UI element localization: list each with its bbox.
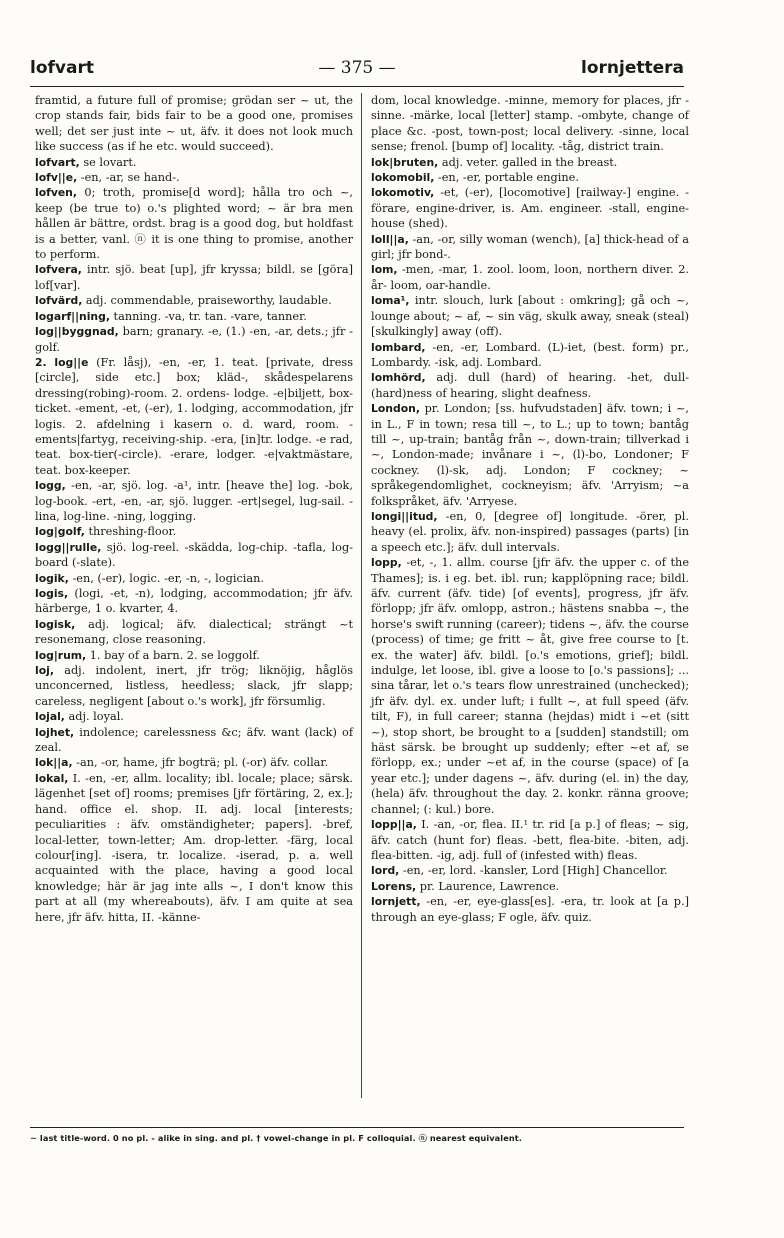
dictionary-entry <box>35 309 353 324</box>
entry-definition: adj. loyal. <box>68 710 124 724</box>
dictionary-entry <box>35 324 353 355</box>
entry-definition: (Fr. låsj), -en, -er, 1. teat. [private, dress [circle], side etc.] box; kläd-, skådespelarens dressing(robing)-room. 2. ordens- lodge. -e|biljett, box-ticket. -ement, -et, (-er), 1. lodging, accommodation, jfr logis. 2. afdelning i kasern o. d. ward, room. -ements|fartyg, receiving-ship. -era, [in]tr. lodge. -e rad, teat. box-tier(-circle). -erare, lodger. -e|vaktmästare, teat. box-keeper. <box>35 355 353 477</box>
dictionary-entry <box>35 355 353 478</box>
dictionary-entry <box>371 232 689 263</box>
entry-definition: -en, -er, portable engine. <box>437 171 579 185</box>
dictionary-entry <box>371 817 689 863</box>
entry-definition: adj. dull (hard) of hearing. -het, dull-(hard)ness of hearing, slight deafness. <box>371 371 690 400</box>
dictionary-entry <box>35 540 353 571</box>
dictionary-entry <box>371 170 689 185</box>
entry-definition: adj. indolent, inert, jfr trög; liknöjig, håglös unconcerned, listless, heedless; slack, jfr slapp; careless, negligent [about o.'s work], jfr försumlig. <box>35 664 354 708</box>
entry-definition: dom, local knowledge. -minne, memory for places, jfr -sinne. -märke, local [letter] stamp. -ombyte, change of place &c. -post, town-post; local delivery. -sinne, local sense; frenol. [bump of] locality. -tåg, district train. <box>371 94 689 154</box>
right-column <box>371 93 689 925</box>
entry-definition: intr. sjö. beat [up], jfr kryssa; bildl. se [göra] lof[var]. <box>35 263 353 292</box>
entry-headword: log|rum, <box>35 648 87 662</box>
footer-rule <box>30 1127 684 1128</box>
entry-definition: -en, -er, Lombard. (L)-iet, (best. form) pr., Lombardy. -isk, adj. Lombard. <box>371 340 690 369</box>
entry-headword: lokomotiv, <box>371 186 435 200</box>
page-number: — 375 — <box>318 58 396 78</box>
dictionary-entry <box>371 262 689 293</box>
entry-definition: adj. commendable, praiseworthy, laudable. <box>85 294 332 308</box>
entry-definition: -en, (-er), logic. -er, -n, -, logician. <box>72 571 264 585</box>
entry-definition: 0; troth, promise[d word]; hålla tro och ~, keep (be true to) o.'s plighted word; ~ är bra men hållen är bättre, ordst. brag is a good dog, but holdfast is a better, vanl. ⓝ it is one thing to promise, another to perform. <box>35 186 354 262</box>
entry-definition: -an, -or, hame, jfr bogträ; pl. (-or) äfv. collar. <box>76 756 329 770</box>
entry-headword: loma¹, <box>371 294 410 308</box>
entry-headword: lombard, <box>371 340 426 354</box>
entry-headword: lokomobil, <box>371 171 435 185</box>
entry-headword: lokal, <box>35 771 69 785</box>
dictionary-entry <box>371 555 689 817</box>
entry-definition: se lovart. <box>83 155 137 169</box>
entry-headword: Lorens, <box>371 879 417 893</box>
dictionary-entry <box>35 617 353 648</box>
dictionary-entry <box>35 648 353 663</box>
entry-headword: log|golf, <box>35 525 85 539</box>
entry-headword: London, <box>371 402 420 416</box>
entry-definition: -en, -er, eye-glass[es]. -era, tr. look at [a p.] through an eye-glass; F ogle, äfv. quiz. <box>371 895 690 924</box>
entry-headword: lofvärd, <box>35 294 83 308</box>
header-left-guide-word: lofvart <box>30 58 94 78</box>
entry-definition: adj. veter. galled in the breast. <box>441 155 618 169</box>
entry-headword: longi||itud, <box>371 509 438 523</box>
dictionary-entry <box>371 370 689 401</box>
entry-headword: lofven, <box>35 186 77 200</box>
entry-definition: -et, (-er), [locomotive] [railway-] engine. -förare, engine-driver, is. Am. engineer. -stall, engine-house (shed). <box>371 186 689 231</box>
dictionary-entry <box>35 663 353 709</box>
dictionary-entry <box>35 185 353 262</box>
entry-headword: lomhörd, <box>371 371 426 385</box>
entry-headword: loj, <box>35 664 54 678</box>
entry-headword: logg||rulle, <box>35 540 102 554</box>
entry-headword: lok||a, <box>35 756 73 770</box>
header-rule <box>30 86 684 87</box>
entry-definition: -en, -ar, sjö. log. -a¹, intr. [heave the] log. -bok, log-book. -ert, -en, -ar, sjö. lugger. -ert|segel, lug-sail. -lina, log-line. -ning, logging. <box>35 479 353 523</box>
dictionary-entry <box>35 571 353 586</box>
entry-definition: barn; granary. -e, (1.) -en, -ar, dets.; jfr -golf. <box>35 325 354 354</box>
entry-headword: lord, <box>371 864 400 878</box>
entry-headword: lofv||e, <box>35 171 78 185</box>
entry-headword: lok|bruten, <box>371 155 439 169</box>
entry-headword: logis, <box>35 587 69 600</box>
entry-definition: -en, -ar, se hand-. <box>80 171 180 185</box>
entry-headword: lojhet, <box>35 725 75 739</box>
dictionary-entry <box>371 293 689 339</box>
entry-headword: loll||a, <box>371 232 409 246</box>
entry-definition: -men, -mar, 1. zool. loom, loon, northern diver. 2. år- loom, oar-handle. <box>371 263 689 292</box>
dictionary-entry <box>35 755 353 770</box>
entry-definition: I. -en, -er, allm. locality; ibl. locale; place; särsk. lägenhet [set of] rooms; premises [jfr förtäring, 2, ex.]; hand. office el. shop. II. adj. local [interests; peculiarities : äfv. omständigheter; papers]. -bref, local-letter, town-letter; Am. drop-letter. -färg, local colour[ing]. -isera, tr. localize. -iserad, p. a. well acquainted with the place, having a good local knowledge; här är jag inte alls ~, I don't know this part at all (my whereabouts), äfv. I am quite at sea here, jfr äfv. hitta, II. -känne- <box>35 771 353 924</box>
entry-definition: 1. bay of a barn. 2. se loggolf. <box>89 648 260 662</box>
entry-headword: logarf||ning, <box>35 309 110 323</box>
entry-headword: logisk, <box>35 617 76 631</box>
entry-headword: lopp||a, <box>371 818 417 832</box>
entry-headword: lofvera, <box>35 263 82 277</box>
dictionary-entry <box>35 170 353 185</box>
entry-definition: pr. Laurence, Lawrence. <box>419 879 560 893</box>
dictionary-entry <box>371 894 689 925</box>
entry-headword: logik, <box>35 571 69 585</box>
entry-headword: log||byggnad, <box>35 325 119 339</box>
entry-definition: indolence; carelessness &c; äfv. want (lack) of zeal. <box>35 725 354 755</box>
left-column <box>35 93 353 925</box>
entry-definition: framtid, a future full of promise; grödan ser ~ ut, the crop stands fair, bids fair to be a good one, promises well; det ser just inte ~ ut, äfv. it does not look much like success (as if he etc. would succeed). <box>35 94 353 154</box>
entry-definition: -en, 0, [degree of] longitude. -örer, pl. heavy (el. prolix, äfv. non-inspired) passages (parts) [in a speech etc.]; äfv. dull intervals. <box>371 509 689 554</box>
entry-definition: sjö. log-reel. -skädda, log-chip. -tafla, log-board (-slate). <box>35 540 353 570</box>
entry-headword: lornjett, <box>371 895 421 909</box>
entry-definition: (logi, -et, -n), lodging, accommodation; jfr äfv. härberge, 1 o. kvarter, 4. <box>35 587 353 616</box>
entry-definition: tanning. -va, tr. tan. -vare, tanner. <box>113 309 307 323</box>
dictionary-entry <box>371 93 689 155</box>
entry-definition: -an, -or, silly woman (wench), [a] thick-head of a girl; jfr bond-. <box>371 232 690 262</box>
header-right-guide-word: lornjettera <box>581 58 684 78</box>
entry-headword: logg, <box>35 479 66 493</box>
dictionary-entry <box>35 478 353 524</box>
dictionary-entry <box>371 401 689 509</box>
dictionary-entry <box>371 155 689 170</box>
dictionary-entry <box>35 725 353 756</box>
dictionary-entry <box>35 262 353 293</box>
page-header <box>30 58 684 84</box>
dictionary-entry <box>371 863 689 878</box>
entry-definition: threshing-floor. <box>88 525 177 539</box>
dictionary-entry <box>35 155 353 170</box>
entry-headword: 2. log||e <box>35 355 89 369</box>
entry-definition: adj. logical; äfv. dialectical; strängt ~t resonemang, close reasoning. <box>35 617 354 647</box>
entry-definition: intr. slouch, lurk [about : omkring]; gå och ~, lounge about; ~ af, ~ sin väg, skulk away, sneak (steal) [skulkingly] away (off). <box>371 294 689 339</box>
entry-definition: -et, -, 1. allm. course [jfr äfv. the upper c. of the Thames]; is. i eg. bet. ibl. run; kapplöpning race; bildl. äfv. current (äfv. tide) [of events], progress, jfr äfv. förlopp; jfr äfv. omlopp, astron.; hästens snabba ~, the horse's swift running (career); tidens ~, äfv. the course (process) of time; ge fritt ~ åt, give free course to [t. ex. the water] äfv. bildl. [o.'s emotions, grief]; bildl. indulge, let loose, ibl. give a loose to [o.'s passions]; ... sina tårar, let o.'s tears flow unrestrained (unchecked); jfr äfv. dyl. ex. under luft; i fullt ~, at full speed (äfv. tilt, F), in full career; stanna (hejdas) midt i ~et (sitt ~), stop short, be brought to a [sudden] standstill; om häst särsk. be brought up suddenly; efter ~et af, se förlopp, ex.; under ~et af, in the course (space) of [a year etc.]; under dagens ~, äfv. during (el. in) the day, (hela) äfv. throughout the day. 2. konkr. ränna groove; channel; (: kul.) bore. <box>371 556 690 816</box>
dictionary-entry <box>35 524 353 539</box>
dictionary-entry <box>35 293 353 308</box>
entry-definition: pr. London; [ss. hufvudstaden] äfv. town; i ~, in L., F in town; resa till ~, to L.; up to town; bantåg till ~, up-train; bantåg från ~, down-train; tillverkad i ~, London-made; invånare i ~, (l)-bo, Londoner; F cockney. (l)-sk, adj. London; F cockney; ~ språkegendomlighet, cockneyism; äfv. 'Arryism; ~a folkspråket, äfv. 'Arryese. <box>371 402 689 508</box>
dictionary-entry <box>371 340 689 371</box>
abbreviation-legend: ~ last title-word. 0 no pl. - alike in sing. and pl. † vowel-change in pl. F colloquial. ⓝ nearest equivalent. <box>30 1133 523 1143</box>
dictionary-entry <box>35 93 353 155</box>
dictionary-entry <box>35 771 353 925</box>
entry-headword: lopp, <box>371 556 402 570</box>
dictionary-entry <box>371 185 689 231</box>
dictionary-entry <box>35 586 353 617</box>
dictionary-entry <box>371 879 689 894</box>
entry-headword: lom, <box>371 263 398 277</box>
dictionary-entry <box>35 709 353 724</box>
dictionary-entry <box>371 509 689 555</box>
entry-definition: -en, -er, lord. -kansler, Lord [High] Chancellor. <box>402 864 668 878</box>
entry-headword: lofvart, <box>35 155 80 169</box>
entry-headword: lojal, <box>35 710 65 724</box>
column-divider <box>361 93 362 1098</box>
entry-definition: I. -an, -or, flea. II.¹ tr. rid [a p.] of fleas; ~ sig, äfv. catch (hunt for) fleas. -bett, flea-bite. -biten, adj. flea-bitten. -ig, adj. full of (infested with) fleas. <box>371 818 690 862</box>
